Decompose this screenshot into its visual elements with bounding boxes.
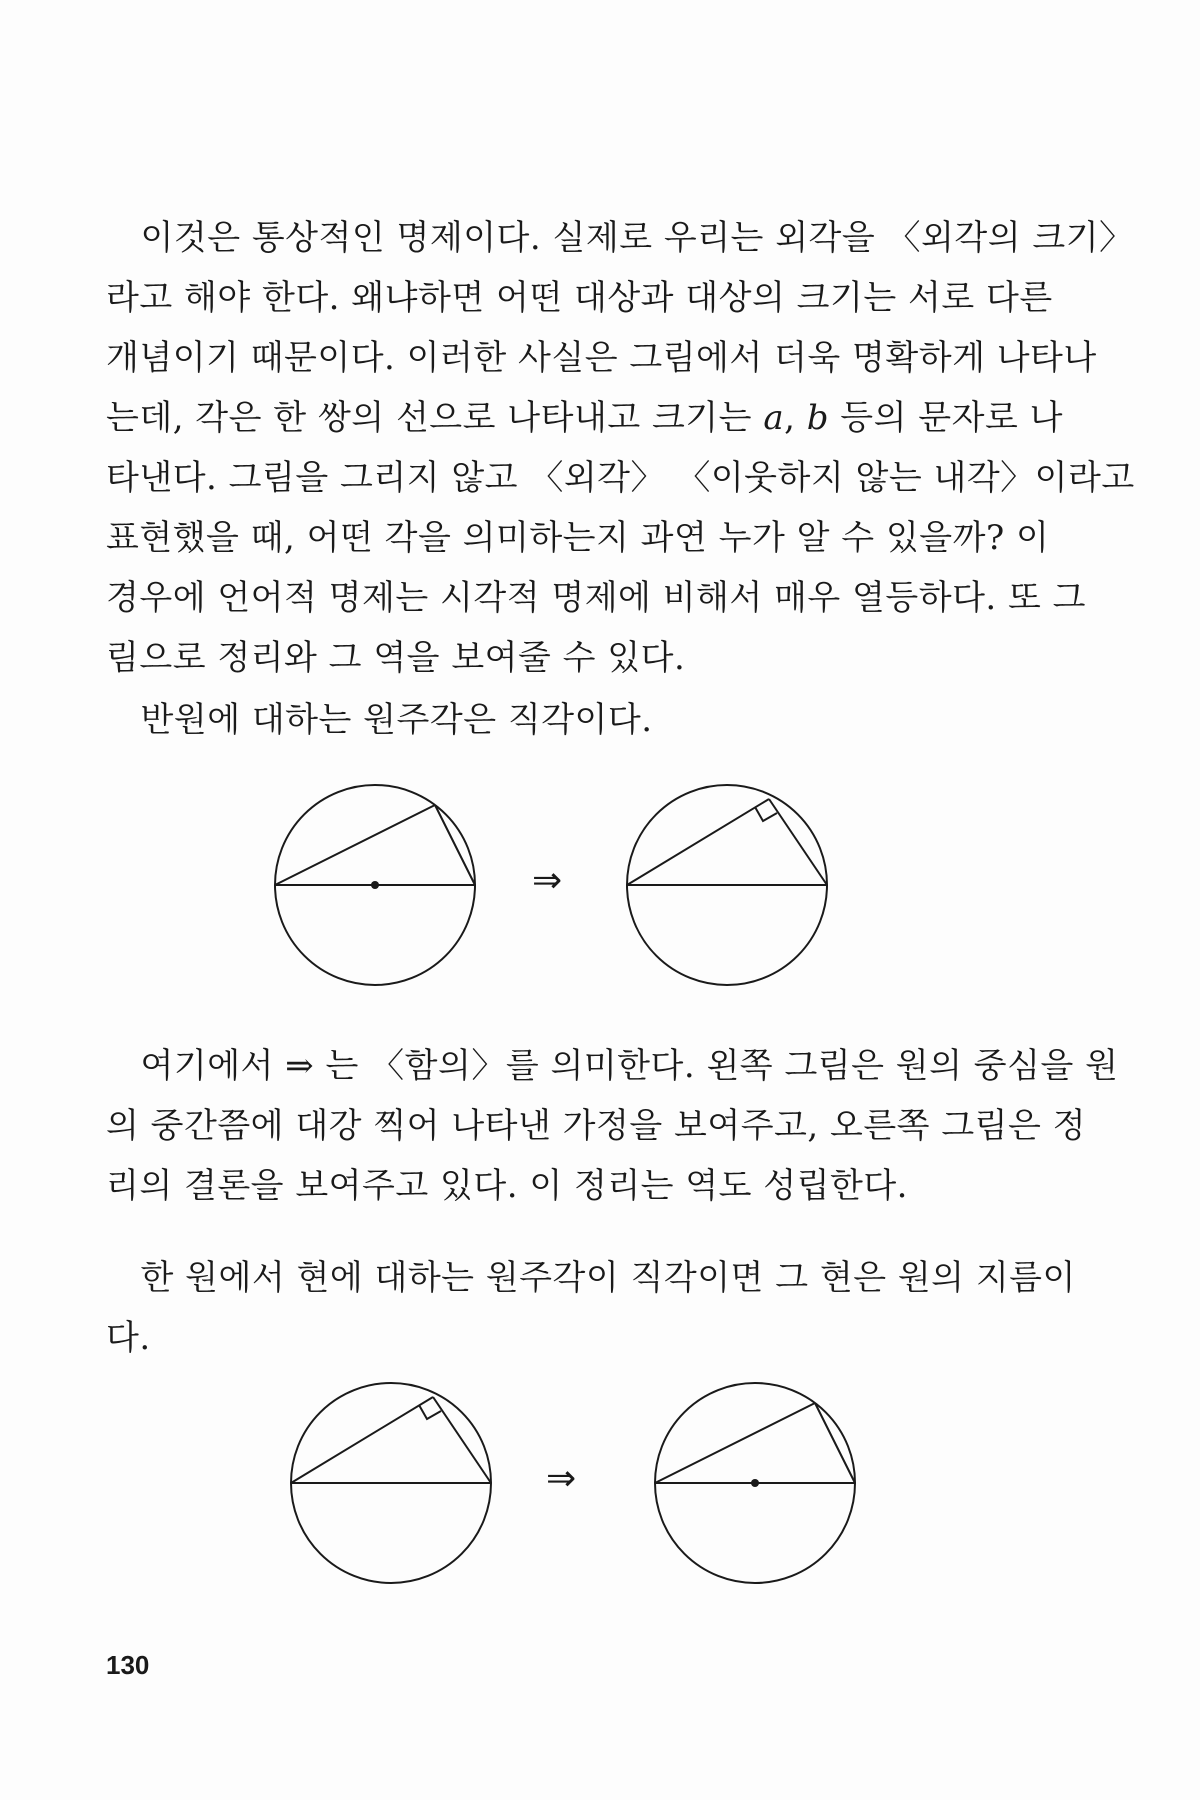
variable-a: a xyxy=(763,398,785,438)
center-dot xyxy=(751,1479,759,1487)
line-4-comma: , xyxy=(784,398,807,438)
page-number: 130 xyxy=(106,1650,150,1680)
chord-long xyxy=(627,799,769,885)
theorem-2-line-1: 한 원에서 현에 대하는 원주각이 직각이면 그 현은 원의 지름이 xyxy=(106,1258,1076,1298)
paragraph-1-line-7: 경우에 언어적 명제는 시각적 명제에 비해서 매우 열등하다. 또 그 xyxy=(106,578,1087,618)
figure-2-right-circle xyxy=(650,1378,860,1588)
paragraph-2-line-1: 여기에서 ⇒ 는 〈함의〉를 의미한다. 왼쪽 그림은 원의 중심을 원 xyxy=(106,1046,1119,1086)
theorem-1-text: 반원에 대하는 원주각은 직각이다. xyxy=(106,700,653,740)
right-angle-mark xyxy=(419,1405,441,1419)
paragraph-1-line-4 xyxy=(106,388,1063,448)
chord-short xyxy=(815,1403,855,1483)
variable-b: b xyxy=(806,398,829,438)
theorem-2-line-2: 다. xyxy=(106,1318,151,1358)
paragraph-1-line-2: 라고 해야 한다. 왜냐하면 어떤 대상과 대상의 크기는 서로 다른 xyxy=(106,278,1053,318)
chord-long xyxy=(655,1403,815,1483)
paragraph-1-line-8: 림으로 정리와 그 역을 보여줄 수 있다. xyxy=(106,638,686,678)
theorem-2 xyxy=(106,1248,1076,1368)
paragraph-1-line-5: 타낸다. 그림을 그리지 않고 〈외각〉 〈이웃하지 않는 내각〉이라고 xyxy=(106,458,1135,498)
chord-short xyxy=(435,805,475,885)
paragraph-1-line-6: 표현했을 때, 어떤 각을 의미하는지 과연 누가 알 수 있을까? 이 xyxy=(106,518,1050,558)
figure-2-left-circle xyxy=(286,1378,496,1588)
line-4-head: 는데, 각은 한 쌍의 선으로 나타내고 크기는 xyxy=(106,398,752,438)
paragraph-1-line-3: 개념이기 때문이다. 이러한 사실은 그림에서 더욱 명확하게 나타나 xyxy=(106,338,1097,378)
figure-1-right-circle xyxy=(622,780,832,990)
implies-arrow-2: ⇒ xyxy=(546,1458,577,1499)
chord-long xyxy=(275,805,435,885)
paragraph-2-line-3: 리의 결론을 보여주고 있다. 이 정리는 역도 성립한다. xyxy=(106,1166,908,1206)
paragraph-2 xyxy=(106,1036,1119,1216)
right-angle-mark xyxy=(755,807,777,821)
center-dot xyxy=(371,881,379,889)
paragraph-2-line-2: 의 중간쯤에 대강 찍어 나타낸 가정을 보여주고, 오른쪽 그림은 정 xyxy=(106,1106,1087,1146)
figure-1-left-circle xyxy=(270,780,480,990)
line-4-tail: 등의 문자로 나 xyxy=(828,398,1063,438)
paragraph-1 xyxy=(106,208,1135,688)
implies-arrow-1: ⇒ xyxy=(532,860,563,901)
theorem-1 xyxy=(106,690,1011,750)
chord-long xyxy=(291,1397,433,1483)
paragraph-1-line-1: 이것은 통상적인 명제이다. 실제로 우리는 외각을 〈외각의 크기〉 xyxy=(106,218,1134,258)
